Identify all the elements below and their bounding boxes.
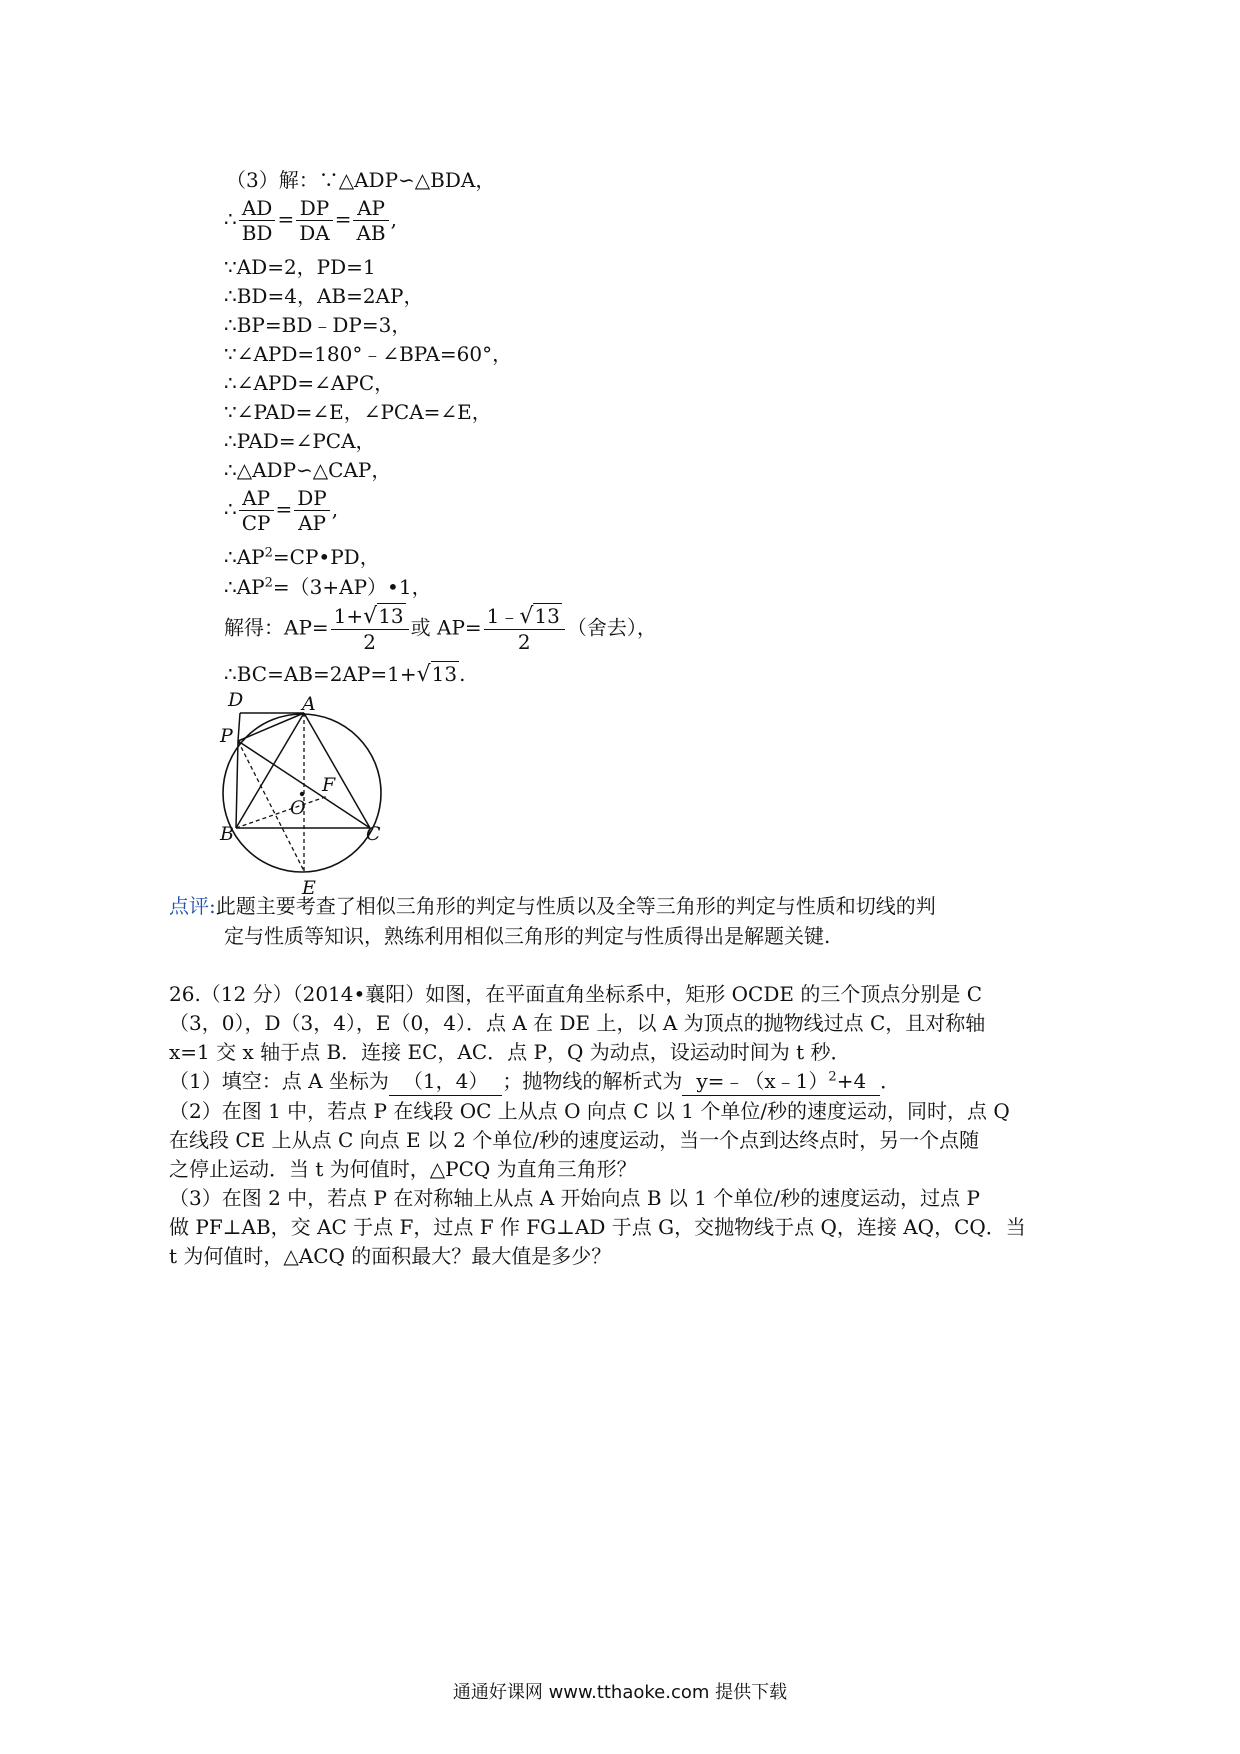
label-o: O xyxy=(290,797,306,819)
fraction: $\frac{DP}{AP}$ xyxy=(294,486,330,535)
problem-q3-line-3: t 为何值时，△ACQ 的面积最大？最大值是多少？ xyxy=(169,1244,612,1268)
solution-line-7: ∴∠APD=∠APC， xyxy=(224,371,395,395)
fraction: $\frac{1+√13}{2}$ xyxy=(331,604,409,654)
comment-line-1: 点评:此题主要考查了相似三角形的判定与性质以及全等三角形的判定与性质和切线的判 xyxy=(169,894,936,918)
fraction: $\frac{DP}{DA}$ xyxy=(296,196,332,245)
solution-line-11: ∴ $\frac{AP}{CP}$ = $\frac{DP}{AP}$ , xyxy=(224,486,339,535)
segment-pb xyxy=(236,741,238,828)
solution-line-15: ∴BC=AB=2AP=1+√13 . xyxy=(224,662,466,687)
fraction: $\frac{1﹣√13}{2}$ xyxy=(484,604,565,654)
problem-q2-line-2: 在线段 CE 上从点 C 向点 E 以 2 个单位/秒的速度运动，当一个点到达终点时，另一个点随 xyxy=(169,1128,980,1152)
solution-line-8: ∵∠PAD=∠E，∠PCA=∠E， xyxy=(224,400,492,424)
segment-ac xyxy=(304,713,370,828)
problem-line-1: 26.（12 分）（2014•襄阳）如图，在平面直角坐标系中，矩形 OCDE 的三个顶点分别是 C xyxy=(169,982,983,1006)
answer-blank-1: （1，4） xyxy=(389,1067,502,1096)
problem-q3-line-1: （3）在图 2 中，若点 P 在对称轴上从点 A 开始向点 B 以 1 个单位/秒的速度运动，过点 P xyxy=(169,1186,980,1210)
label-b: B xyxy=(220,823,234,845)
solution-line-12: $\therefore AP^2=CP•PD$， xyxy=(224,545,380,569)
page-footer: 通通好课网 www.tthaoke.com 提供下载 xyxy=(452,1682,788,1703)
solution-line-5: ∴BP=BD﹣DP=3， xyxy=(224,313,412,337)
solution-line-2: ∴ $\frac{AD}{BD}$ = $\frac{DP}{DA}$ = $\frac{AP}{AB}$ , xyxy=(224,196,397,245)
solution-line-9: ∴PAD=∠PCA， xyxy=(224,429,376,453)
solution-line-10: ∴△ADP∽△CAP， xyxy=(224,458,392,482)
solution-line-13: $\therefore AP^2=(3+AP)•1$， xyxy=(224,575,432,599)
comment-line-2: 定与性质等知识，熟练利用相似三角形的判定与性质得出是解题关键. xyxy=(224,924,831,948)
problem-q1: （1）填空：点 A 坐标为 （1，4） ；抛物线的解析式为 y=﹣（x﹣1）$^2$+4 ． xyxy=(169,1067,900,1096)
solution-line-6: ∵∠APD=180°﹣∠BPA=60°， xyxy=(224,342,513,366)
comment-label: 点评: xyxy=(169,894,216,918)
dashed-bf xyxy=(236,796,328,828)
solution-line-4: ∴BD=4，AB=2AP， xyxy=(224,284,424,308)
geometry-figure xyxy=(210,688,410,898)
problem-line-2: （3，0），D（3，4），E（0，4）．点 A 在 DE 上，以 A 为顶点的抛物线过点 C，且对称轴 xyxy=(169,1011,986,1035)
label-c: C xyxy=(366,823,381,845)
problem-q3-line-2: 做 PF⊥AB，交 AC 于点 F，过点 F 作 FG⊥AD 于点 G，交抛物线于点 Q，连接 AQ，CQ．当 xyxy=(169,1215,1026,1239)
answer-blank-2: y=﹣（x﹣1）$^2$+4 xyxy=(682,1067,880,1096)
label-e: E xyxy=(302,877,316,898)
segment-dp xyxy=(238,713,240,741)
label-d: D xyxy=(228,689,244,711)
fraction: $\frac{AD}{BD}$ xyxy=(239,196,276,245)
segment-pa xyxy=(238,713,304,741)
label-f: F xyxy=(322,774,336,796)
solution-line-3: ∵AD=2，PD=1 xyxy=(224,255,376,279)
fraction: $\frac{AP}{AB}$ xyxy=(353,196,388,245)
problem-q2-line-1: （2）在图 1 中，若点 P 在线段 OC 上从点 O 向点 C 以 1 个单位/秒的速度运动，同时，点 Q xyxy=(169,1099,1010,1123)
problem-q2-line-3: 之停止运动．当 t 为何值时，△PCQ 为直角三角形？ xyxy=(169,1157,637,1181)
fraction: $\frac{AP}{CP}$ xyxy=(239,486,274,535)
center-point xyxy=(300,792,304,796)
problem-line-3: x=1 交 x 轴于点 B．连接 EC，AC．点 P，Q 为动点，设运动时间为 t 秒． xyxy=(169,1040,851,1064)
label-a: A xyxy=(302,693,316,715)
label-p: P xyxy=(220,725,233,747)
solution-line-1: （3）解：∵△ADP∽△BDA， xyxy=(226,168,496,192)
solution-line-14: 解得：AP= $\frac{1+√13}{2}$ 或 AP= $\frac{1﹣√13}{2}$ （舍去）， xyxy=(224,604,657,654)
